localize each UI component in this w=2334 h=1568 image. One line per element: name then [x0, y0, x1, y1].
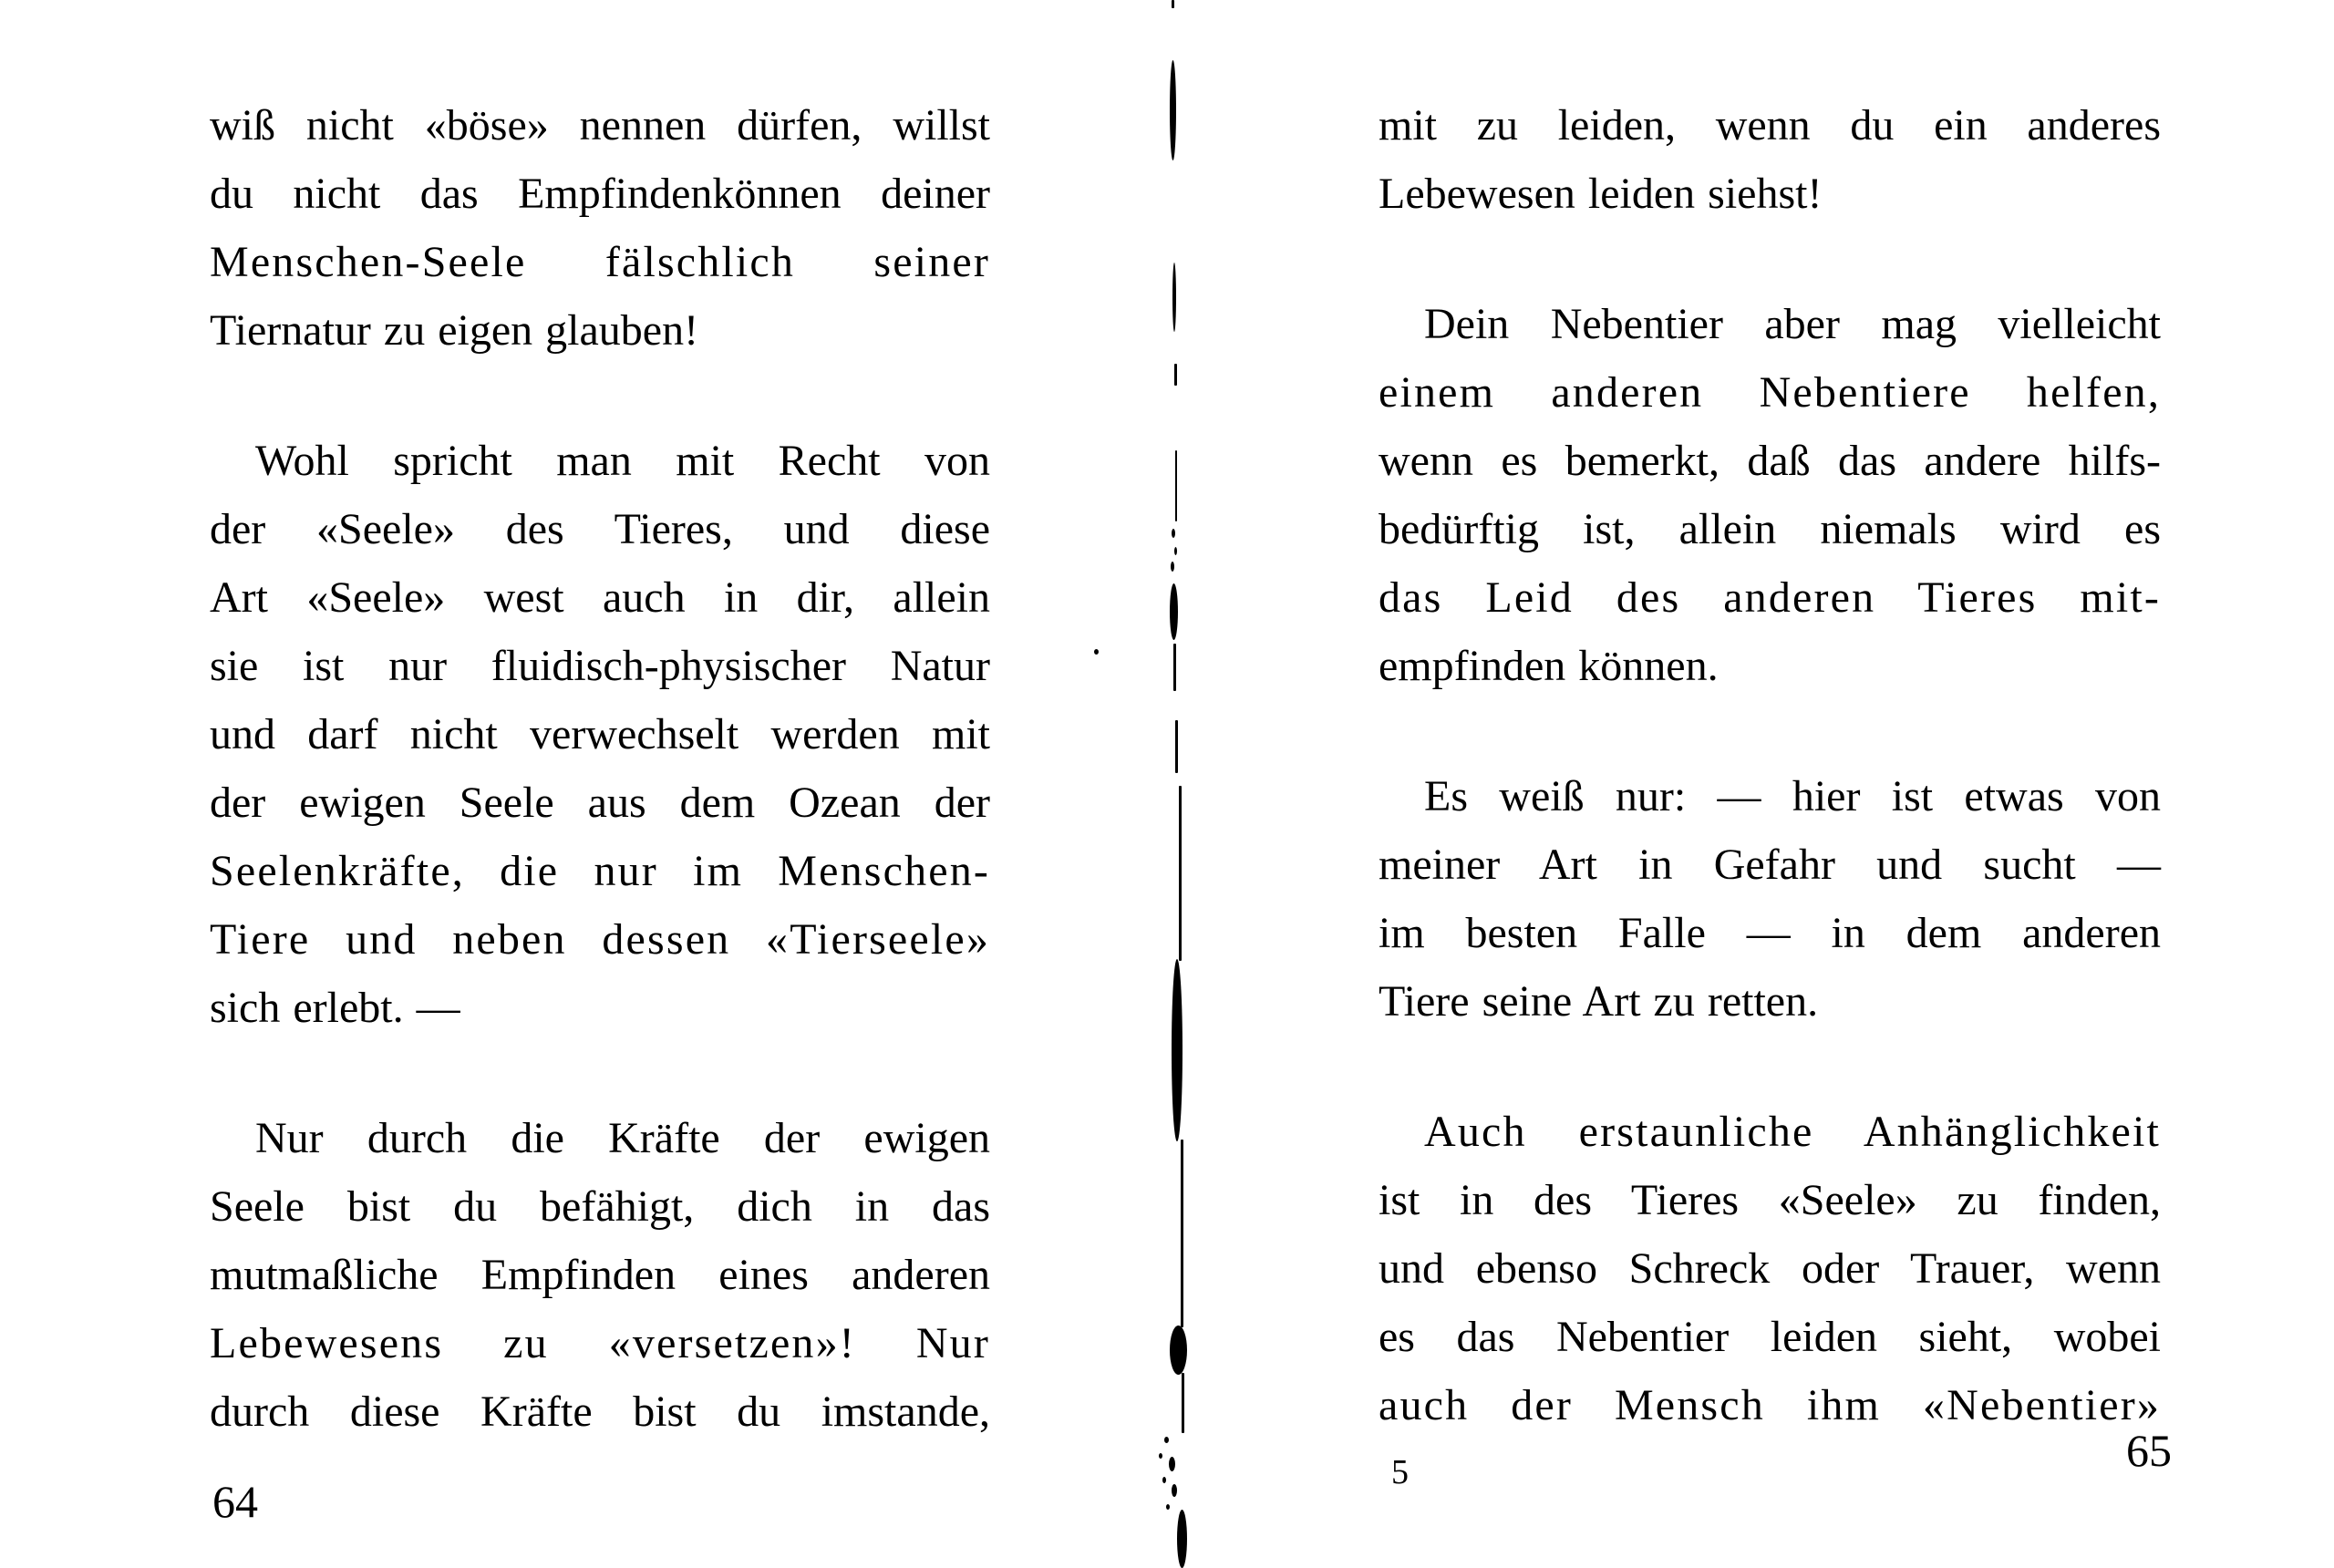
signature-mark: 5 — [1391, 1453, 1409, 1491]
right-page-text-column — [1379, 91, 2161, 1501]
ink-mark — [1172, 529, 1175, 538]
text-line: Auch erstaunliche Anhänglichkeit — [1424, 1108, 2161, 1156]
text-line: sich erlebt. — — [210, 984, 460, 1032]
text-line: mutmaßliche Empfinden eines anderen — [210, 1251, 990, 1299]
text-line: wiß nicht «böse» nennen dürfen, willst — [210, 101, 990, 150]
ink-mark — [1170, 583, 1178, 640]
text-line: Dein Nebentier aber mag vielleicht — [1424, 300, 2161, 348]
ink-mark — [1094, 649, 1099, 655]
text-line: Art «Seele» west auch in dir, allein — [210, 573, 990, 622]
ink-mark — [1172, 263, 1176, 332]
text-line: wenn es bemerkt, daß das andere hilfs- — [1379, 437, 2161, 485]
text-line: im besten Falle — in dem anderen — [1379, 909, 2161, 957]
paragraph — [1379, 1098, 2161, 1439]
ink-mark — [1181, 1140, 1183, 1327]
text-line: Tiere seine Art zu retten. — [1379, 977, 1819, 1026]
text-line: und darf nicht verwechselt werden mit — [210, 710, 990, 758]
ink-mark — [1175, 720, 1178, 773]
text-line: meiner Art in Gefahr und sucht — — [1379, 841, 2161, 889]
text-line: Es weiß nur: — hier ist etwas von — [1424, 772, 2161, 820]
text-line: und ebenso Schreck oder Trauer, wenn — [1379, 1244, 2161, 1293]
text-line: Seele bist du befähigt, dich in das — [210, 1182, 990, 1231]
text-line: durch diese Kräfte bist du imstande, — [210, 1387, 990, 1436]
text-line: Wohl spricht man mit Recht von — [255, 437, 990, 485]
text-line: einem anderen Nebentiere helfen, — [1379, 368, 2161, 417]
left-page-text-column — [210, 91, 990, 1508]
text-line: bedürftig ist, allein niemals wird es — [1379, 505, 2161, 553]
text-line: Menschen-Seele fälschlich seiner — [210, 238, 990, 286]
text-line: Nur durch die Kräfte der ewigen — [255, 1114, 990, 1162]
text-line: der «Seele» des Tieres, und diese — [210, 505, 990, 553]
paragraph — [1379, 290, 2161, 700]
ink-mark — [1170, 1326, 1187, 1375]
text-line: empfinden können. — [1379, 642, 1719, 690]
ink-mark — [1174, 547, 1177, 555]
ink-mark — [1162, 1477, 1166, 1483]
ink-mark — [1169, 1457, 1175, 1471]
text-line: mit zu leiden, wenn du ein anderes — [1379, 101, 2161, 150]
text-line: Seelenkräfte, die nur im Menschen- — [210, 847, 990, 895]
text-line: sie ist nur fluidisch-physischer Natur — [210, 642, 990, 690]
ink-mark — [1172, 0, 1174, 8]
ink-mark — [1170, 60, 1176, 160]
paragraph — [1379, 91, 2161, 228]
ink-mark — [1164, 1437, 1169, 1443]
paragraph — [210, 91, 990, 365]
ink-mark — [1174, 364, 1177, 386]
ink-mark — [1182, 1373, 1184, 1433]
text-line: auch der Mensch ihm «Nebentier» — [1379, 1381, 2161, 1429]
ink-mark — [1179, 786, 1182, 961]
text-line: Tiere und neben dessen «Tierseele» — [210, 915, 990, 964]
text-line: du nicht das Empfindenkönnen deiner — [210, 170, 990, 218]
ink-mark — [1171, 562, 1174, 572]
ink-mark — [1175, 450, 1177, 521]
left-page-number: 64 — [212, 1476, 258, 1527]
paragraph — [1379, 762, 2161, 1036]
right-page-number: 65 — [2126, 1425, 2172, 1476]
ink-mark — [1166, 1504, 1170, 1510]
ink-mark — [1177, 1510, 1187, 1568]
text-line: es das Nebentier leiden sieht, wobei — [1379, 1313, 2161, 1361]
text-line: Lebewesen leiden siehst! — [1379, 170, 1823, 218]
ink-mark — [1173, 644, 1176, 691]
ink-mark — [1172, 959, 1182, 1141]
text-line: Tiernatur zu eigen glauben! — [210, 306, 699, 355]
paragraph — [210, 427, 990, 1042]
text-line: das Leid des anderen Tieres mit- — [1379, 573, 2161, 622]
text-line: der ewigen Seele aus dem Ozean der — [210, 779, 990, 827]
text-line: ist in des Tieres «Seele» zu finden, — [1379, 1176, 2161, 1224]
ink-mark — [1159, 1453, 1162, 1459]
paragraph — [210, 1104, 990, 1446]
text-line: Lebewesens zu «versetzen»! Nur — [210, 1319, 990, 1367]
ink-mark — [1172, 1484, 1177, 1497]
